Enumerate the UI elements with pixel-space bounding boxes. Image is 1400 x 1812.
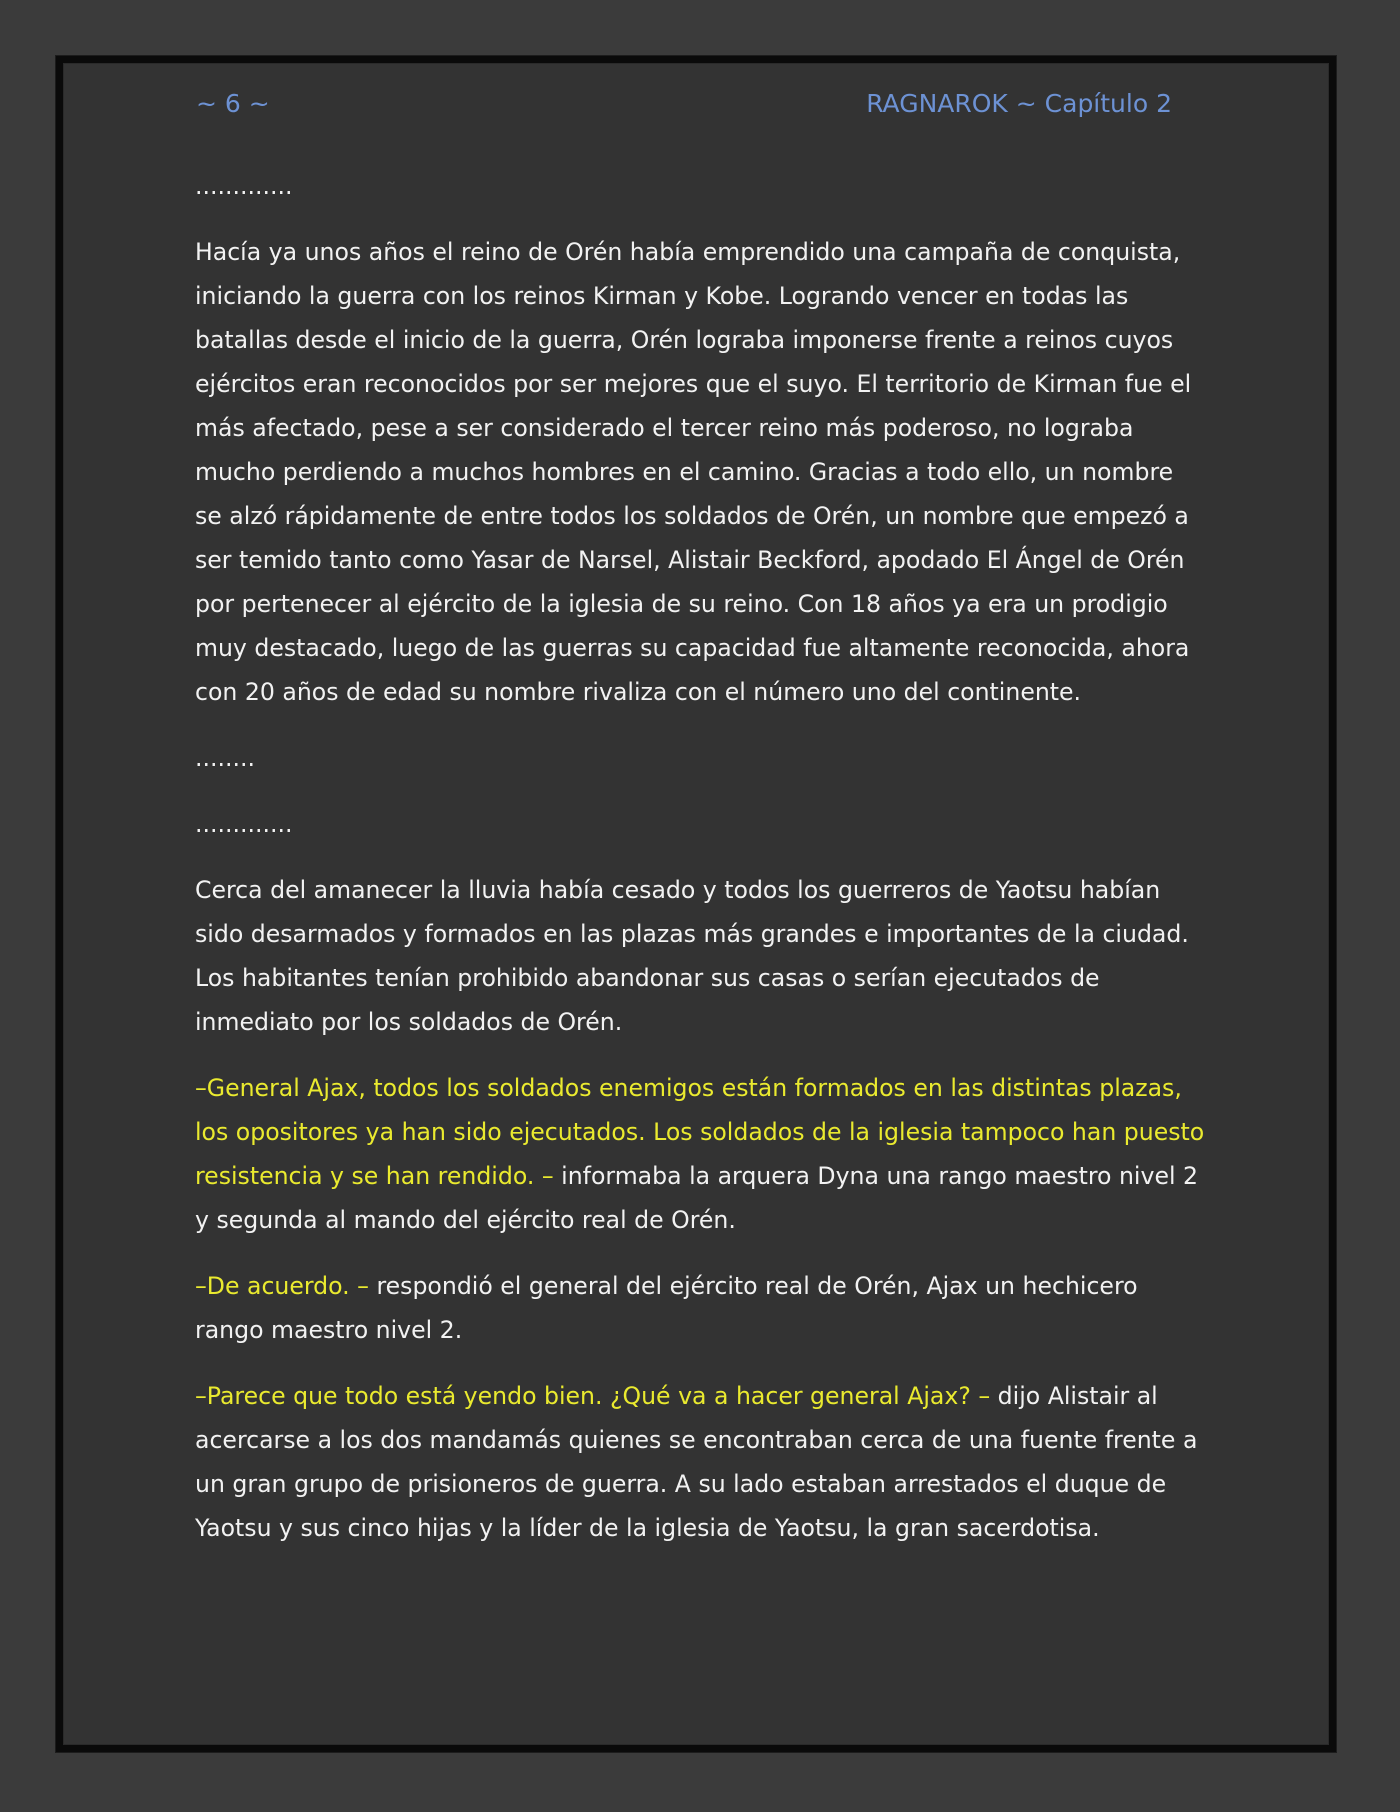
scene-separator: ............. (195, 172, 293, 200)
running-header (196, 84, 1172, 124)
paragraph: Cerca del amanecer la lluvia había cesado y todos los guerreros de Yaotsu habían sido desarmados y formados en las plazas más grandes e importantes de la ciudad. Los habitantes tenían prohibido abandonar sus casas o serían ejecutados de inmediato por los soldados de Orén. (195, 876, 1189, 1036)
paragraph: Hacía ya unos años el reino de Orén había emprendido una campaña de conquista, iniciando la guerra con los reinos Kirman y Kobe. Logrando vencer en todas las batallas desde el inicio de la guerra, Orén lograba imponerse frente a reinos cuyos ejércitos eran reconocidos por ser mejores que el suyo. El territorio de Kirman fue el más afectado, pese a ser considerado el tercer reino más poderoso, no lograba mucho perdiendo a muchos hombres en el camino. Gracias a todo ello, un nombre se alzó rápidamente de entre todos los soldados de Orén, un nombre que empezó a ser temido tanto como Yasar de Narsel, Alistair Beckford, apodado El Ángel de Orén por pertenecer al ejército de la iglesia de su reino. Con 18 años ya era un prodigio muy destacado, luego de las guerras su capacidad fue altamente reconocida, ahora con 20 años de edad su nombre rivaliza con el número uno del continente. (195, 238, 1192, 706)
scene-separator: ............. (195, 810, 293, 838)
chapter-text (195, 164, 1205, 1572)
dialogue-line: –De acuerdo. – (195, 1272, 369, 1300)
dialogue-line: –Parece que todo está yendo bien. ¿Qué va a hacer general Ajax? – (195, 1382, 991, 1410)
page-number: ~ 6 ~ (196, 89, 270, 118)
scene-separator: ........ (195, 744, 255, 772)
dialogue-line: –General Ajax, todos los soldados enemigos están formados en las distintas plazas, los opositores ya han sido ejecutados. Los soldados de la iglesia tampoco han puesto resistencia y se han rendido. – (195, 1074, 1205, 1190)
dialogue-paragraph (195, 1066, 1205, 1242)
narration: respondió el general del ejército real de Orén, Ajax un hechicero rango maestro nivel 2. (195, 1272, 1138, 1344)
chapter-title: RAGNAROK ~ Capítulo 2 (866, 89, 1172, 118)
narration: informaba la arquera Dyna una rango maestro nivel 2 y segunda al mando del ejército real de Orén. (195, 1162, 1199, 1234)
dialogue-paragraph (195, 1374, 1205, 1550)
narration: dijo Alistair al acercarse a los dos mandamás quienes se encontraban cerca de una fuente frente a un gran grupo de prisioneros de guerra. A su lado estaban arrestados el duque de Yaotsu y sus cinco hijas y la líder de la iglesia de Yaotsu, la gran sacerdotisa. (195, 1382, 1198, 1542)
dialogue-paragraph (195, 1264, 1205, 1352)
